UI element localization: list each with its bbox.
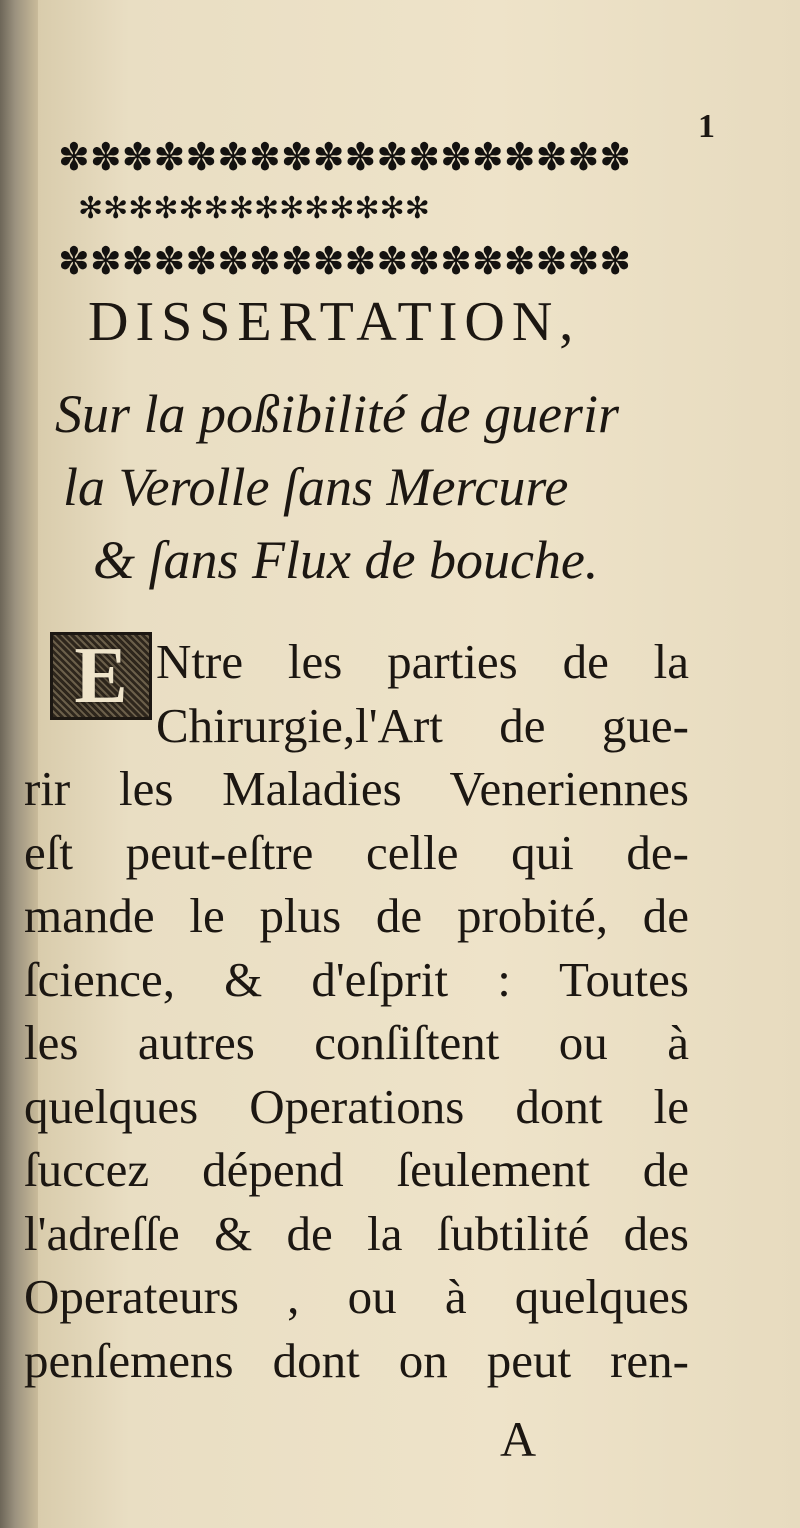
page-title: DISSERTATION, [88, 291, 581, 353]
subtitle-line: & ſans Flux de bouche. [93, 530, 599, 590]
text-line: Operateurs , ou à quelques [24, 1269, 689, 1324]
text-line: quelques Operations dont le [24, 1078, 689, 1134]
ornamental-headpiece [58, 135, 713, 283]
catchword: A [500, 1411, 537, 1467]
subtitle-line: la Verolle ſans Mercure [63, 457, 569, 517]
drop-cap-letter: E [74, 632, 128, 720]
text-line: l'adreſſe & de la ſubtilité des [24, 1205, 689, 1261]
text-line: Chirurgie,l'Art de gue- [156, 697, 689, 753]
ornament-glyphs: ✽✽✽✽✽✽✽✽✽✽✽✽✽✽✽✽✽✽ [58, 239, 632, 283]
text-line: rir les Maladies Veneriennes [24, 761, 689, 816]
ornament-glyphs: ✻✻✻✻✻✻✻✻✻✻✻✻✻✻ [78, 191, 430, 226]
text-line: penſemens dont on peut ren- [24, 1332, 689, 1388]
text-line: ſuccez dépend ſeulement de [24, 1142, 689, 1197]
text-line: Ntre les parties de la [156, 634, 689, 689]
subtitle-line: Sur la poßibilité de guerir [55, 384, 619, 444]
subtitle [55, 378, 755, 597]
page-number: 1 [698, 108, 715, 145]
ornament-glyphs: ✽✽✽✽✽✽✽✽✽✽✽✽✽✽✽✽✽✽ [58, 135, 632, 179]
text-line: mande le plus de probité, de [24, 888, 689, 943]
ornament-row-middle [58, 187, 713, 231]
text-line: eſt peut-eſtre celle qui de- [24, 824, 689, 880]
body-text [24, 630, 689, 1392]
text-line: ſcience, & d'eſprit : Toutes [24, 951, 689, 1007]
ornament-row-top [58, 135, 713, 179]
ornament-row-bottom [58, 239, 713, 283]
text-line: les autres conſiſtent ou à [24, 1015, 689, 1070]
